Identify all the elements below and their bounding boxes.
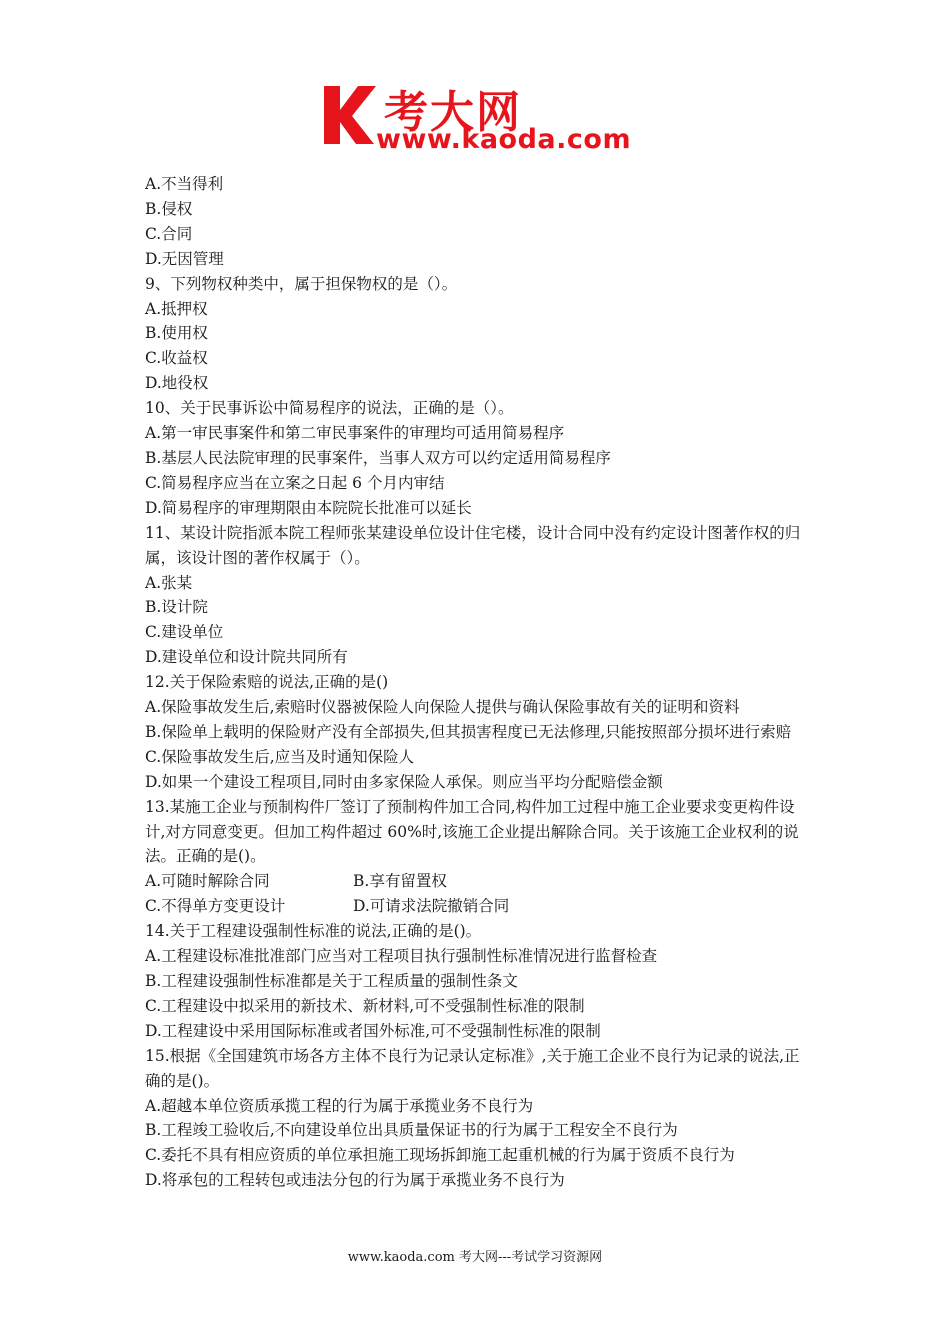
text-line: D.工程建设中采用国际标准或者国外标准,可不受强制性标准的限制 (145, 1021, 601, 1040)
text-line: B.基层人民法院审理的民事案件，当事人双方可以约定适用简易程序 (145, 448, 611, 467)
question-14: 14.关于工程建设强制性标准的说法,正确的是()。 (145, 922, 482, 941)
text-line: D.无因管理 (145, 249, 224, 268)
question-15: 15.根据《全国建筑市场各方主体不良行为记录认定标准》,关于施工企业不良行为记录的说法,正确的是()。 (145, 1046, 800, 1090)
text-line: C.委托不具有相应资质的单位承担施工现场拆卸施工起重机械的行为属于资质不良行为 (145, 1146, 735, 1165)
q13-options-row (145, 869, 813, 894)
text-line: A.不当得利 (145, 175, 224, 193)
page-footer: www.kaoda.com 考大网---考试学习资源网 (347, 1250, 603, 1265)
text-line: B.侵权 (145, 199, 193, 218)
text-line: D.简易程序的审理期限由本院院长批准可以延长 (145, 498, 472, 517)
text-line: A.超越本单位资质承揽工程的行为属于承揽业务不良行为 (145, 1096, 534, 1115)
text-line: A.张某 (145, 573, 193, 592)
question-13: 13.某施工企业与预制构件厂签订了预制构件加工合同,构件加工过程中施工企业要求变更构件设计,对方同意变更。但加工构件超过 60%时,该施工企业提出解除合同。关于该施工企业权利的说法。正确的是()。 (145, 797, 799, 866)
text-line: C.保险事故发生后,应当及时通知保险人 (145, 747, 415, 766)
option-c: C.不得单方变更设计 (145, 897, 286, 916)
text-line: A.抵押权 (145, 299, 208, 318)
q13-options-row (145, 894, 813, 919)
question-11: 11、某设计院指派本院工程师张某建设单位设计住宅楼，设计合同中没有约定设计图著作权的归属，该设计图的著作权属于（）。 (145, 523, 801, 567)
text-line: D.建设单位和设计院共同所有 (145, 648, 348, 667)
exam-content (145, 172, 813, 1193)
option-d: D.可请求法院撤销合同 (353, 897, 510, 916)
text-line: A.第一审民事案件和第二审民事案件的审理均可适用简易程序 (145, 424, 565, 443)
logo-brand-text: 考大网 (384, 87, 522, 138)
question-9: 9、下列物权种类中，属于担保物权的是（）。 (145, 274, 458, 293)
text-line: D.将承包的工程转包或违法分包的行为属于承揽业务不良行为 (145, 1171, 565, 1190)
question-10: 10、关于民事诉讼中简易程序的说法，正确的是（）。 (145, 399, 514, 418)
text-line: C.工程建设中拟采用的新技术、新材料,可不受强制性标准的限制 (145, 996, 585, 1015)
option-b: B.享有留置权 (353, 872, 447, 891)
text-line: C.建设单位 (145, 623, 224, 642)
text-line: B.使用权 (145, 324, 208, 343)
text-line: B.保险单上载明的保险财产没有全部损失,但其损害程度已无法修理,只能按照部分损坏进行索赔 (145, 722, 792, 741)
text-line: C.合同 (145, 224, 193, 243)
text-line: C.收益权 (145, 349, 208, 368)
text-line: A.工程建设标准批准部门应当对工程项目执行强制性标准情况进行监督检查 (145, 947, 658, 966)
text-line: B.工程建设强制性标准都是关于工程质量的强制性条文 (145, 972, 518, 990)
logo-url-text: www.kaoda.com (376, 124, 632, 155)
text-line: A.保险事故发生后,索赔时仪器被保险人向保险人提供与确认保险事故有关的证明和资料 (145, 698, 740, 717)
text-line: D.如果一个建设工程项目,同时由多家保险人承保。则应当平均分配赔偿金额 (145, 772, 663, 791)
text-line: B.工程竣工验收后,不向建设单位出具质量保证书的行为属于工程安全不良行为 (145, 1121, 678, 1140)
question-12: 12.关于保险索赔的说法,正确的是() (145, 673, 389, 692)
kaoda-logo (318, 82, 648, 162)
text-line: C.简易程序应当在立案之日起 6 个月内审结 (145, 473, 445, 492)
option-a: A.可随时解除合同 (145, 872, 270, 891)
text-line: D.地役权 (145, 374, 209, 393)
text-line: B.设计院 (145, 598, 208, 617)
k-logo-icon (318, 82, 378, 148)
